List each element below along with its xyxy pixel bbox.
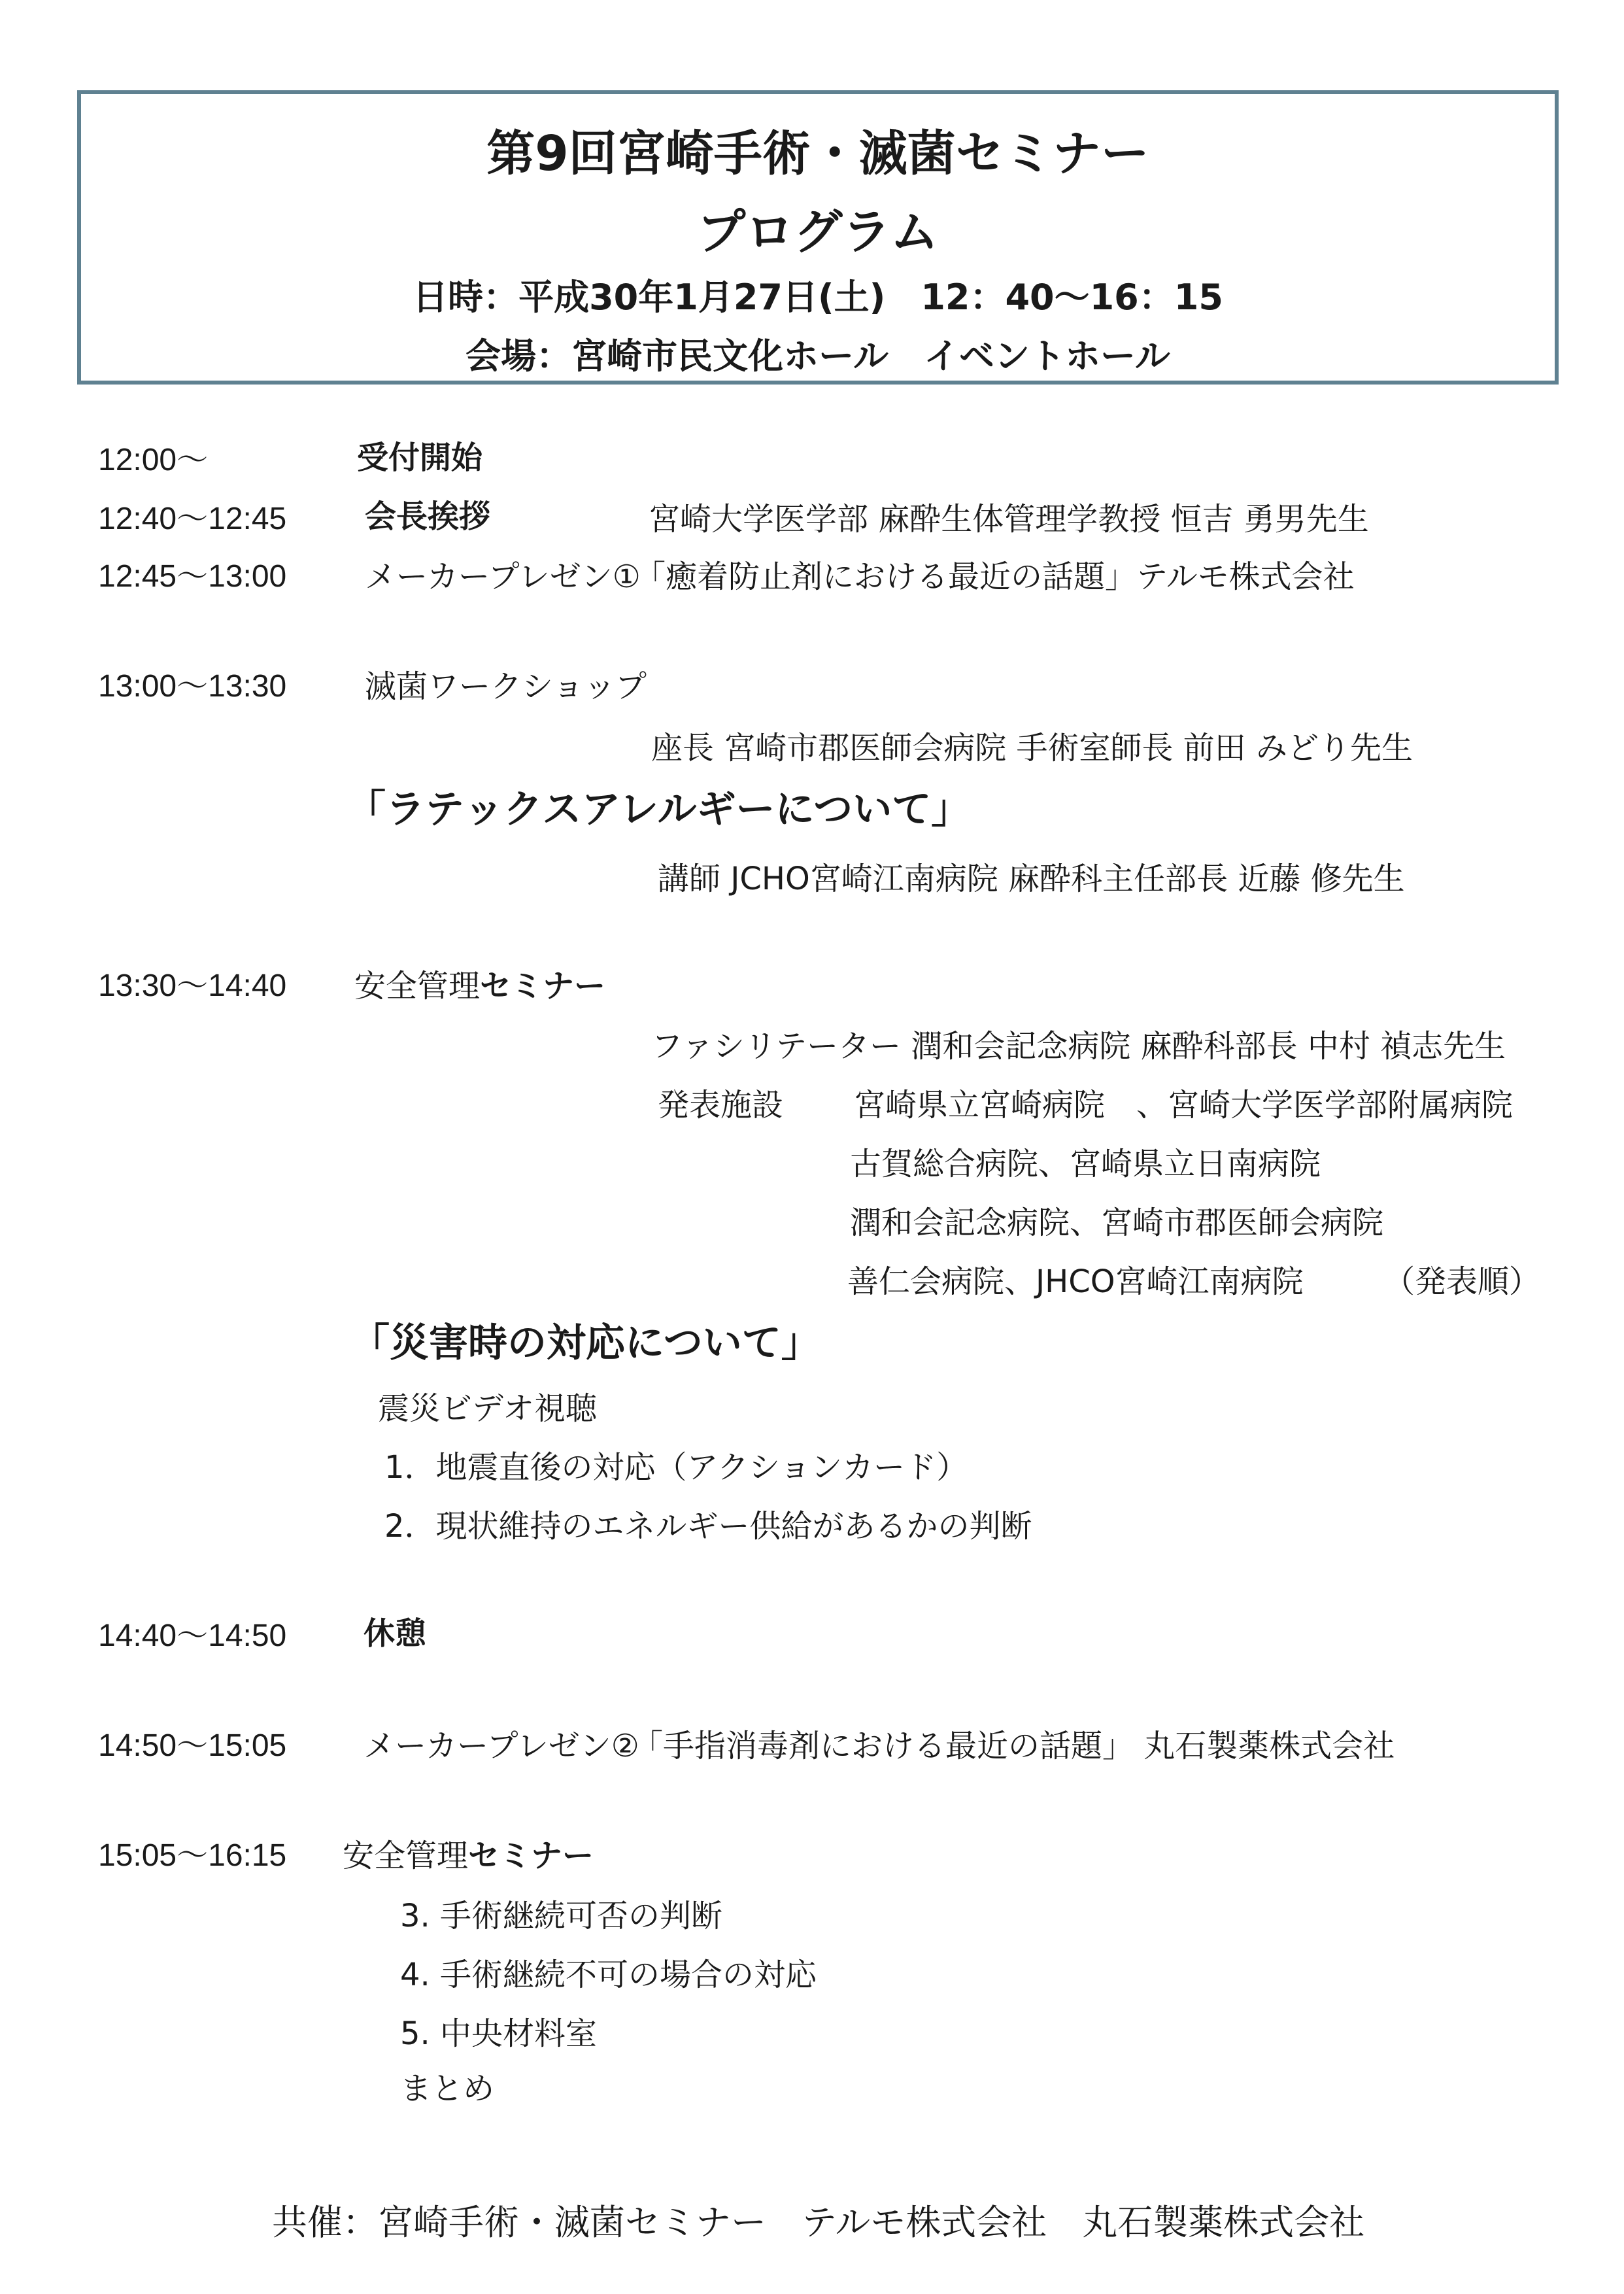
maker1-title: メーカープレゼン① — [365, 558, 641, 595]
seminar2-summary: まとめ — [400, 2070, 495, 2107]
seminar1-title-bold: セミナー — [480, 968, 606, 1004]
workshop-lecturer: 講師 JCHO宮崎江南病院 麻酔科主任部長 近藤 修先生 — [658, 861, 1405, 897]
workshop-topic: 「ラテックスアレルギーについて」 — [347, 787, 971, 832]
presenter-line: 善仁会病院、JHCO宮崎江南病院 — [847, 1263, 1304, 1300]
header-box — [77, 90, 1559, 385]
seminar2-time: 15:05～16:15 — [98, 1838, 287, 1873]
maker2-topic: 「手指消毒剤における最近の話題」 丸石製薬株式会社 — [632, 1728, 1395, 1764]
reception-title: 受付開始 — [357, 439, 483, 476]
greeting-time: 12:40～12:45 — [98, 502, 287, 536]
workshop-chair: 座長 宮崎市郡医師会病院 手術室師長 前田 みどり先生 — [651, 730, 1413, 766]
seminar2-title-plain: 安全管理 — [343, 1838, 469, 1874]
seminar1-time: 13:30～14:40 — [98, 968, 287, 1003]
cohost-line: 共催：宮崎手術・滅菌セミナー テルモ株式会社 丸石製薬株式会社 — [272, 2202, 1365, 2243]
seminar1-video: 震災ビデオ視聴 — [378, 1390, 598, 1427]
event-venue: 会場：宮崎市民文化ホール イベントホール — [465, 335, 1170, 377]
event-datetime: 日時：平成30年1月27日(土) 12：40～16：15 — [413, 277, 1223, 318]
seminar1-title — [354, 970, 605, 1002]
event-title: 第9回宮崎手術・滅菌セミナー — [486, 126, 1149, 182]
presenter-line: 古賀総合病院、宮崎県立日南病院 — [850, 1146, 1321, 1182]
maker1-topic: 「癒着防止剤における最近の話題」テルモ株式会社 — [634, 558, 1355, 595]
maker2-title: メーカープレゼン② — [364, 1728, 639, 1764]
presenter-line: 潤和会記念病院、宮崎市郡医師会病院 — [850, 1205, 1384, 1241]
reception-time: 12:00～ — [98, 443, 209, 477]
maker1-time: 12:45～13:00 — [98, 559, 287, 594]
presenter-line: 宮崎県立宮崎病院 、宮崎大学医学部附属病院 — [854, 1087, 1514, 1123]
workshop-title: 滅菌ワークショップ — [365, 668, 647, 705]
seminar2-item: 3. 手術継続可否の判断 — [400, 1898, 723, 1934]
break-title: 休憩 — [364, 1615, 427, 1652]
seminar1-title-plain: 安全管理 — [354, 968, 481, 1004]
program-heading: プログラム — [697, 204, 939, 260]
break-time: 14:40～14:50 — [98, 1618, 287, 1653]
seminar1-presenters-label: 発表施設 — [658, 1087, 784, 1123]
seminar1-topic: 「災害時の対応について」 — [350, 1320, 820, 1366]
seminar2-item: 5. 中央材料室 — [400, 2015, 598, 2052]
maker2-time: 14:50～15:05 — [98, 1728, 287, 1763]
presenters-order-note: （発表順） — [1383, 1263, 1541, 1300]
greeting-title: 会長挨拶 — [365, 498, 491, 535]
seminar2-item: 4. 手術継続不可の場合の対応 — [400, 1957, 817, 1993]
greeting-speaker: 宮崎大学医学部 麻酔生体管理学教授 恒吉 勇男先生 — [649, 501, 1369, 538]
seminar1-item: 2．現状維持のエネルギー供給があるかの判断 — [384, 1508, 1032, 1545]
seminar1-facilitator: ファシリテーター 潤和会記念病院 麻酔科部長 中村 禎志先生 — [651, 1028, 1506, 1065]
seminar2-title-bold: セミナー — [468, 1838, 594, 1874]
workshop-time: 13:00～13:30 — [98, 669, 287, 704]
seminar2-title — [343, 1840, 594, 1872]
seminar1-item: 1．地震直後の対応（アクションカード） — [384, 1449, 968, 1486]
